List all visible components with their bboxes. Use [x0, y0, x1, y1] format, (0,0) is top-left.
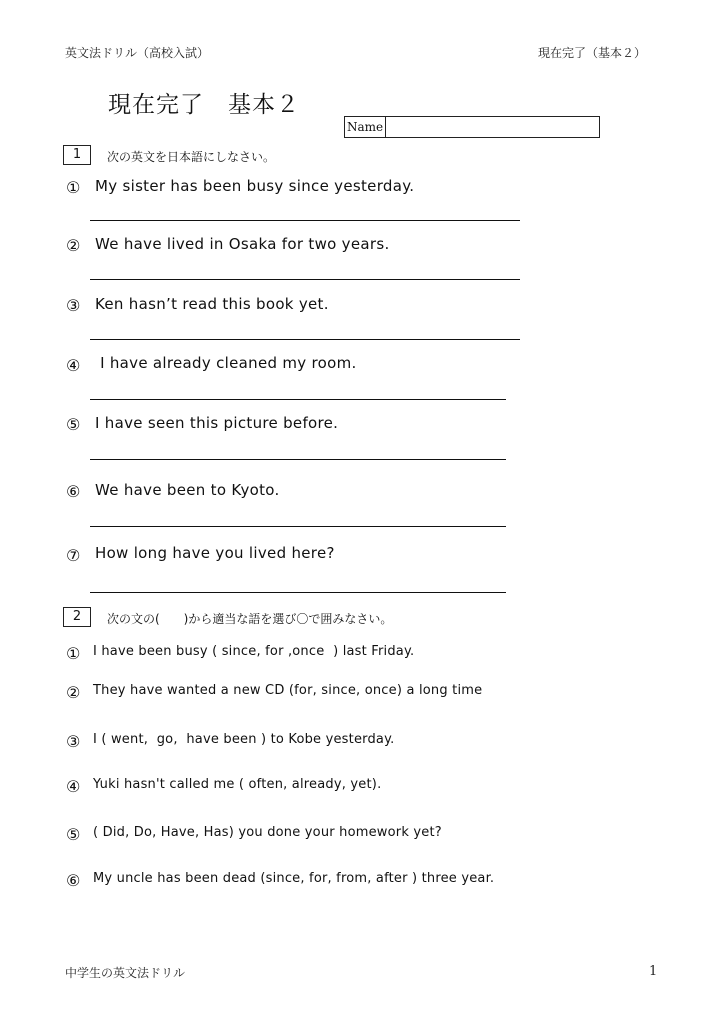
s2-item5-text: ( Did, Do, Have, Has) you done your homework yet?: [93, 825, 442, 840]
s2-item6-num: ⑥: [66, 871, 81, 890]
s1-item6-answer-line[interactable]: [90, 526, 506, 527]
s1-item7-answer-line[interactable]: [90, 592, 506, 593]
s2-item3-text: I ( went, go, have been ) to Kobe yesterday.: [93, 732, 395, 747]
s2-item1-num: ①: [66, 644, 81, 663]
name-box: [344, 116, 600, 138]
section1-number: 1: [63, 145, 91, 165]
s2-item4-text: Yuki hasn't called me ( often, already, yet).: [93, 777, 382, 792]
s1-item1-answer-line[interactable]: [90, 220, 520, 221]
s1-item5-answer-line[interactable]: [90, 459, 506, 460]
section2-number: 2: [63, 607, 91, 627]
header-right: 現在完了（基本２）: [538, 46, 647, 60]
footer-left: 中学生の英文法ドリル: [65, 966, 186, 980]
s2-item1-text: I have been busy ( since, for ,once ) last Friday.: [93, 644, 415, 659]
s1-item4-num: ④: [66, 356, 81, 375]
s1-item4-answer-line[interactable]: [90, 399, 506, 400]
s1-item6-text: We have been to Kyoto.: [95, 481, 280, 499]
header-left: 英文法ドリル（高校入試）: [65, 46, 210, 60]
s1-item1-num: ①: [66, 178, 81, 197]
s2-item5-num: ⑤: [66, 825, 81, 844]
name-field[interactable]: [386, 117, 599, 137]
s1-item5-num: ⑤: [66, 415, 81, 434]
s1-item3-text: Ken hasn’t read this book yet.: [95, 295, 329, 313]
s1-item1-text: My sister has been busy since yesterday.: [95, 177, 415, 195]
s1-item7-text: How long have you lived here?: [95, 544, 335, 562]
s1-item3-num: ③: [66, 296, 81, 315]
s1-item2-answer-line[interactable]: [90, 279, 520, 280]
s2-item3-num: ③: [66, 732, 81, 751]
s1-item4-text: I have already cleaned my room.: [95, 354, 357, 372]
s1-item7-num: ⑦: [66, 546, 81, 565]
name-label: Name: [345, 117, 386, 137]
s1-item3-answer-line[interactable]: [90, 339, 520, 340]
s1-item2-text: We have lived in Osaka for two years.: [95, 235, 390, 253]
page-title: 現在完了 基本２: [108, 92, 300, 118]
s2-item2-num: ②: [66, 683, 81, 702]
s1-item6-num: ⑥: [66, 482, 81, 501]
section2-instruction: 次の文の( )から適当な語を選び〇で囲みなさい。: [107, 612, 393, 626]
s2-item6-text: My uncle has been dead (since, for, from, after ) three year.: [93, 871, 495, 886]
s2-item2-text: They have wanted a new CD (for, since, once) a long time: [93, 683, 483, 698]
section1-instruction: 次の英文を日本語にしなさい。: [107, 150, 276, 164]
s1-item5-text: I have seen this picture before.: [95, 414, 339, 432]
s1-item2-num: ②: [66, 236, 81, 255]
s2-item4-num: ④: [66, 777, 81, 796]
page-number: 1: [649, 964, 658, 979]
